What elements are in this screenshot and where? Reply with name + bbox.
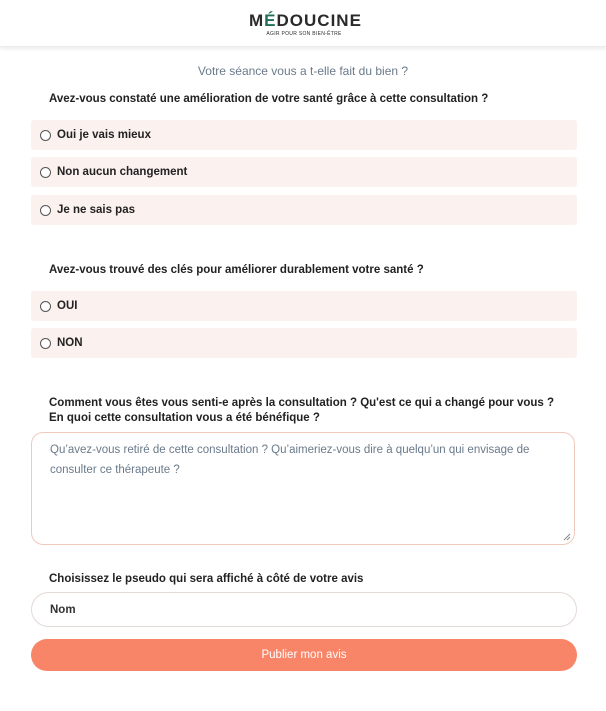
option-non-aucun-changement[interactable] [31,157,577,187]
resize-handle-icon[interactable] [563,533,571,541]
option-oui-je-vais-mieux[interactable] [31,120,577,150]
radio-button[interactable] [40,167,51,178]
option-label: Oui je vais mieux [57,129,151,141]
question-improvement: Avez-vous constaté une amélioration de votre santé grâce à cette consultation ? [49,93,489,105]
question-feelings: Comment vous êtes vous senti-e après la consultation ? Qu'est ce qui a changé pour vous ? En quoi cette consultation vous a été bénéfique ? [49,397,555,424]
brand-logo[interactable] [249,11,362,37]
option-label: Je ne sais pas [57,204,135,216]
option-oui[interactable] [31,291,577,321]
brand-name: MÉDOUCINE [249,11,362,30]
radio-button[interactable] [40,338,51,349]
pseudo-input[interactable] [31,592,577,627]
option-label: Non aucun changement [57,166,188,178]
option-non[interactable] [31,328,577,358]
brand-tagline: AGIR POUR SON BIEN-ÊTRE [266,31,342,37]
pseudo-label: Choisissez le pseudo qui sera affiché à côté de votre avis [49,573,364,585]
site-header [0,0,606,47]
textarea-placeholder: Qu’avez-vous retiré de cette consultation ? Qu’aimeriez-vous dire à quelqu’un qui envisage de consulter ce thérapeute ? [50,444,530,476]
radio-button[interactable] [40,205,51,216]
pseudo-placeholder: Nom [50,603,76,616]
radio-button[interactable] [40,130,51,141]
option-je-ne-sais-pas[interactable] [31,195,577,225]
intro-text: Votre séance vous a t-elle fait du bien ? [197,64,409,78]
question-keys: Avez-vous trouvé des clés pour améliorer durablement votre santé ? [49,264,424,276]
publish-review-button[interactable]: Publier mon avis [31,639,577,671]
feedback-textarea[interactable] [31,432,575,545]
option-label: OUI [57,300,78,312]
option-label: NON [57,337,83,349]
radio-button[interactable] [40,301,51,312]
